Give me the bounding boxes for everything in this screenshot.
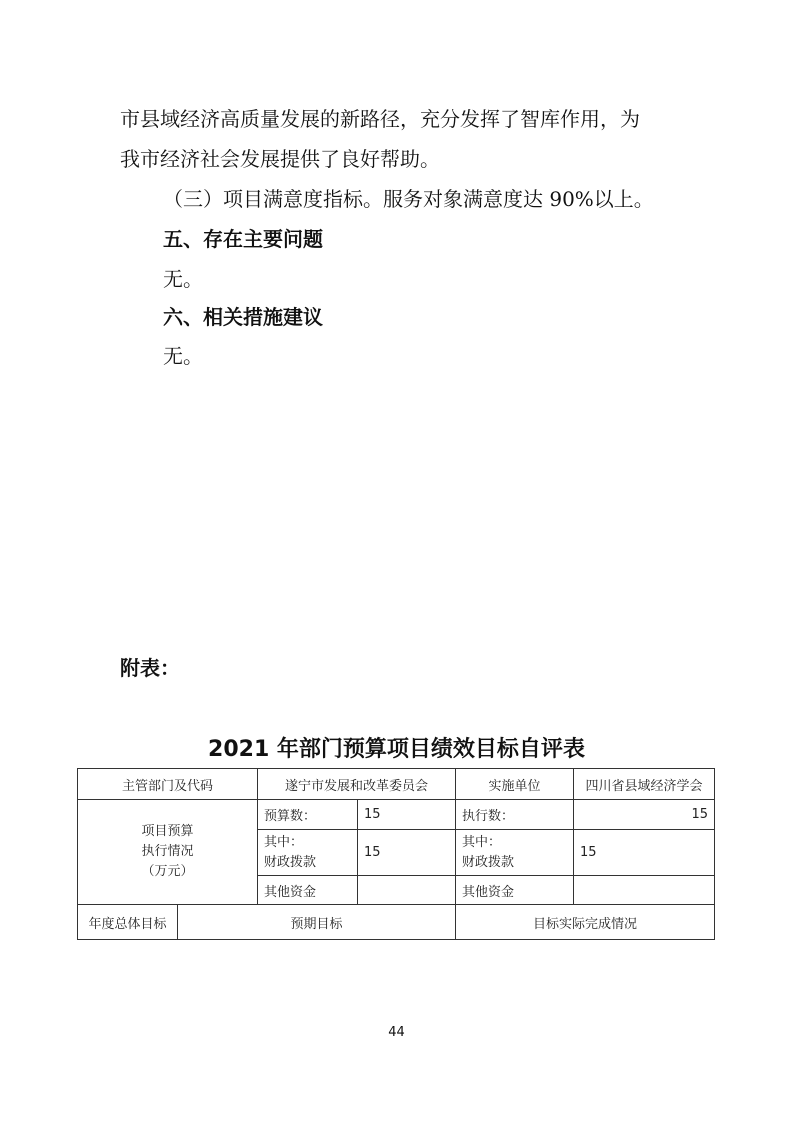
annual-goal-label: 年度总体目标: [78, 905, 178, 940]
evaluation-table: [77, 768, 715, 940]
dept-label: 主管部门及代码: [78, 769, 258, 800]
unit-label: 实施单位: [456, 769, 574, 800]
budget-exec-label: 项目预算 执行情况 （万元）: [78, 800, 258, 905]
other-funds-budget-value: [358, 876, 456, 905]
other-funds-exec-label: 其他资金: [456, 876, 574, 905]
table-title: 2021 年部门预算项目绩效目标自评表: [208, 737, 585, 762]
page-number: 44: [388, 1025, 405, 1040]
expected-goal-label: 预期目标: [178, 905, 456, 940]
fiscal-budget-value: 15: [358, 830, 456, 876]
fiscal-exec-value: 15: [574, 830, 715, 876]
budget-num-label: 预算数：: [258, 800, 358, 830]
exec-num-value: 15: [574, 800, 715, 830]
actual-completion-label: 目标实际完成情况: [456, 905, 715, 940]
exec-num-label: 执行数：: [456, 800, 574, 830]
other-funds-budget-label: 其他资金: [258, 876, 358, 905]
other-funds-exec-value: [574, 876, 715, 905]
unit-value: 四川省县域经济学会: [574, 769, 715, 800]
paragraph-line: 我市经济社会发展提供了良好帮助。: [120, 147, 440, 171]
paragraph-none: 无。: [163, 344, 203, 368]
fiscal-exec-label: 其中： 财政拨款: [456, 830, 574, 876]
heading-issues: 五、存在主要问题: [163, 227, 323, 251]
paragraph-none: 无。: [163, 267, 203, 291]
fiscal-budget-label: 其中： 财政拨款: [258, 830, 358, 876]
attachment-label: 附表：: [120, 656, 180, 680]
paragraph-line: 市县域经济高质量发展的新路径，充分发挥了智库作用，为: [120, 107, 640, 131]
budget-num-value: 15: [358, 800, 456, 830]
paragraph-satisfaction: （三）项目满意度指标。服务对象满意度达 90%以上。: [163, 187, 654, 211]
dept-value: 遂宁市发展和改革委员会: [258, 769, 456, 800]
heading-suggestions: 六、相关措施建议: [163, 305, 323, 329]
